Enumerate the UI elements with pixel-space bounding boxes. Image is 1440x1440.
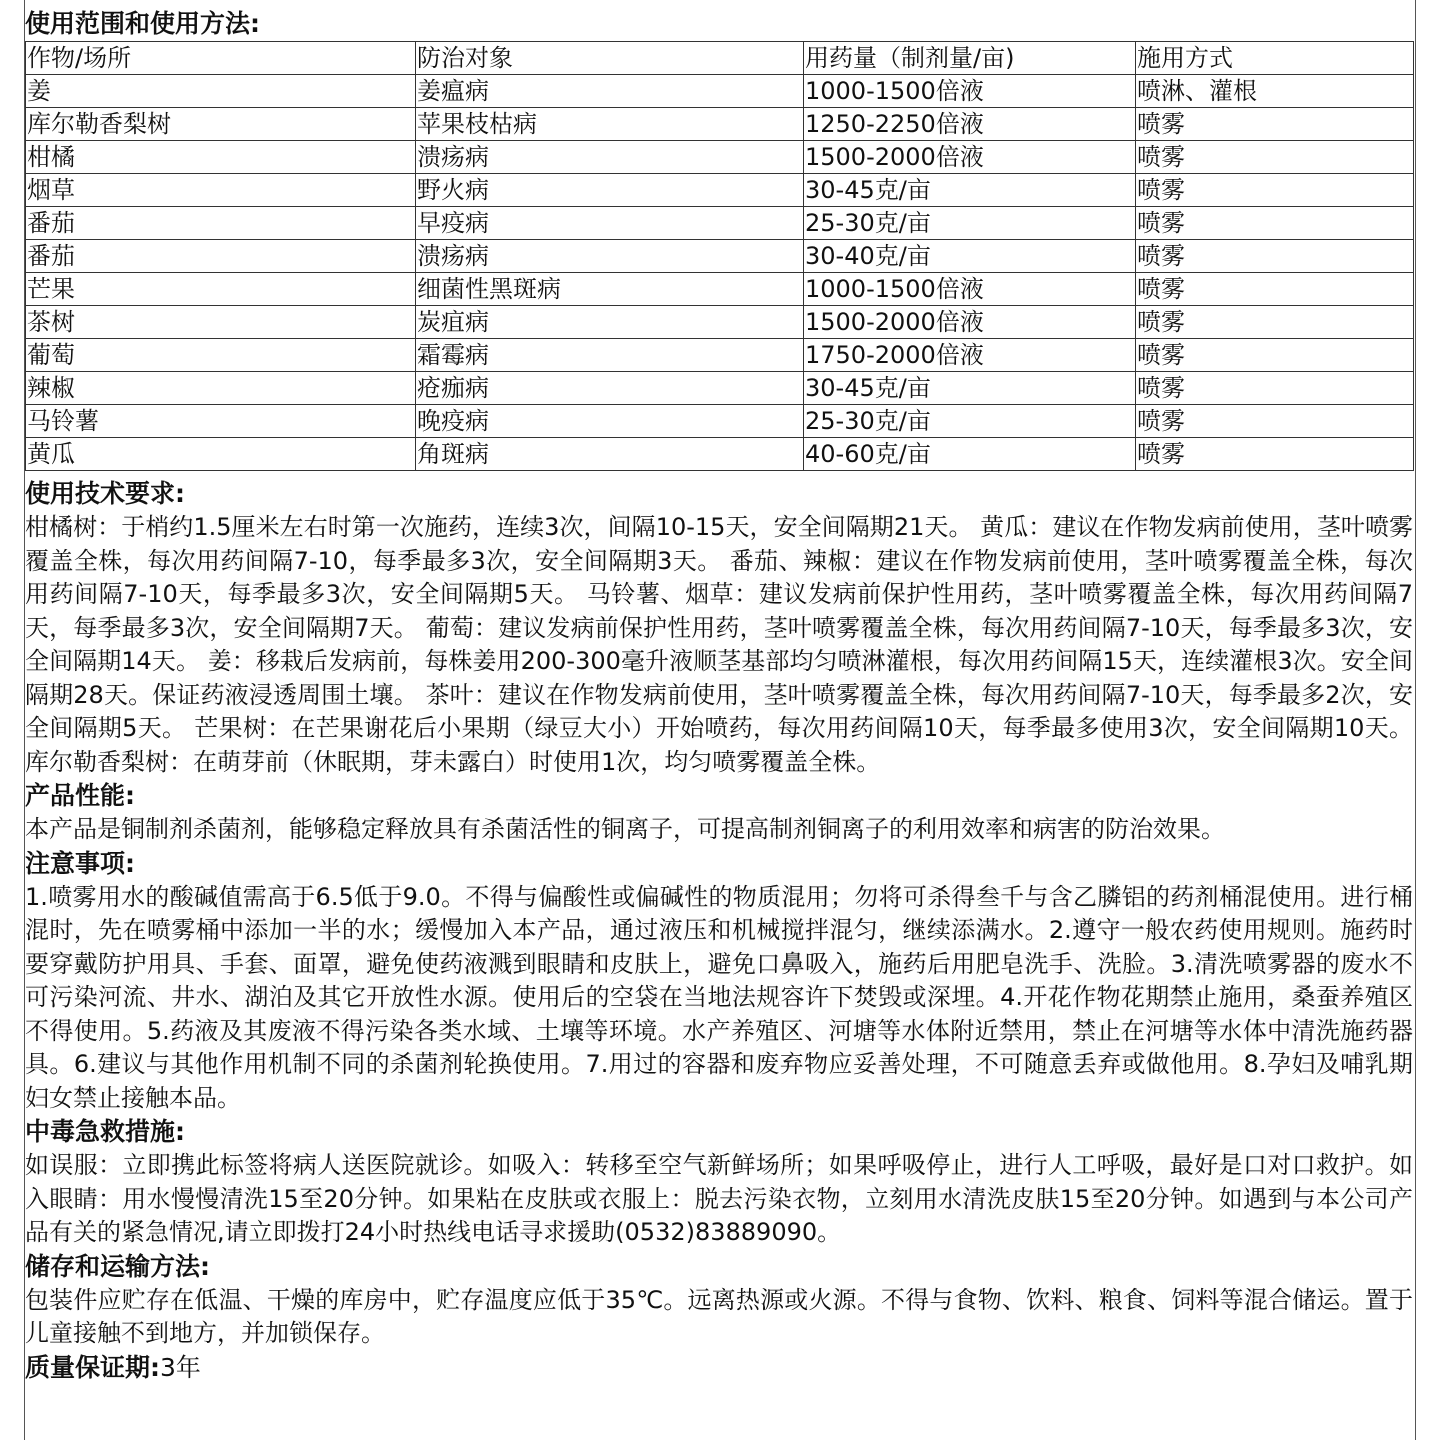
dosage-cell: 1000-1500倍液 (804, 75, 1136, 108)
method-cell: 喷雾 (1136, 174, 1414, 207)
header-dosage: 用药量（制剂量/亩) (804, 42, 1136, 75)
table-row (26, 372, 1414, 405)
method-cell: 喷雾 (1136, 273, 1414, 306)
tech-paragraph: 柑橘树：于梢约1.5厘米左右时第一次施药，连续3次，间隔10-15天，安全间隔期21天。 黄瓜：建议在作物发病前使用，茎叶喷雾覆盖全株，每次用药间隔7-10，每季最多3次，安全间隔期3天。 番茄、辣椒：建议在作物发病前使用，茎叶喷雾覆盖全株，每次用药间隔7-10天，每季最多3次，安全间隔期5天。 马铃薯、烟草：建议发病前保护性用药，茎叶喷雾覆盖全株，每次用药间隔7天，每季最多3次，安全间隔期7天。 葡萄：建议发病前保护性用药，茎叶喷雾覆盖全株，每次用药间隔7-10天，每季最多3次，安全间隔期14天。 姜：移栽后发病前，每株姜用200-300毫升液顺茎基部均匀喷淋灌根，每次用药间隔15天，连续灌根3次。安全间隔期28天。保证药液浸透周围土壤。 茶叶：建议在作物发病前使用，茎叶喷雾覆盖全株，每次用药间隔7-10天，每季最多2次，安全间隔期5天。 芒果树：在芒果谢花后小果期（绿豆大小）开始喷药，每次用药间隔10天，每季最多使用3次，安全间隔期10天。 库尔勒香梨树：在萌芽前（休眠期，芽未露白）时使用1次，均匀喷雾覆盖全株。 (25, 513, 1413, 776)
notes-section-title: 注意事项: (25, 848, 135, 878)
dosage-cell: 1250-2250倍液 (804, 108, 1136, 141)
crop-cell: 姜 (26, 75, 416, 108)
target-cell: 晚疫病 (416, 405, 804, 438)
table-row (26, 108, 1414, 141)
crop-cell: 葡萄 (26, 339, 416, 372)
method-cell: 喷淋、灌根 (1136, 75, 1414, 108)
method-cell: 喷雾 (1136, 339, 1414, 372)
dosage-cell: 1750-2000倍液 (804, 339, 1136, 372)
firstaid-paragraph: 如误服：立即携此标签将病人送医院就诊。如吸入：转移至空气新鲜场所；如果呼吸停止，进行人工呼吸，最好是口对口救护。如入眼睛：用水慢慢清洗15至20分钟。如果粘在皮肤或衣服上：脱去污染衣物，立刻用水清洗皮肤15至20分钟。如遇到与本公司产品有关的紧急情况,请立即拨打24小时热线电话寻求援助(0532)83889090。 (25, 1151, 1413, 1246)
header-target: 防治对象 (416, 42, 804, 75)
header-method: 施用方式 (1136, 42, 1414, 75)
table-row (26, 273, 1414, 306)
dosage-cell: 25-30克/亩 (804, 207, 1136, 240)
warranty-label: 质量保证期: (25, 1352, 160, 1382)
crop-cell: 烟草 (26, 174, 416, 207)
header-crop: 作物/场所 (26, 42, 416, 75)
target-cell: 霜霉病 (416, 339, 804, 372)
crop-cell: 芒果 (26, 273, 416, 306)
dosage-cell: 25-30克/亩 (804, 405, 1136, 438)
warranty-value: 3年 (160, 1352, 201, 1382)
table-row (26, 339, 1414, 372)
table-row (26, 438, 1414, 471)
target-cell: 苹果枝枯病 (416, 108, 804, 141)
target-cell: 角斑病 (416, 438, 804, 471)
crop-cell: 黄瓜 (26, 438, 416, 471)
table-header-row (26, 42, 1414, 75)
table-row (26, 306, 1414, 339)
target-cell: 细菌性黑斑病 (416, 273, 804, 306)
crop-cell: 番茄 (26, 207, 416, 240)
crop-cell: 茶树 (26, 306, 416, 339)
table-row (26, 240, 1414, 273)
table-row (26, 174, 1414, 207)
dosage-cell: 1500-2000倍液 (804, 141, 1136, 174)
target-cell: 野火病 (416, 174, 804, 207)
crop-cell: 辣椒 (26, 372, 416, 405)
method-cell: 喷雾 (1136, 306, 1414, 339)
tech-section-title: 使用技术要求: (25, 479, 185, 508)
usage-table (25, 41, 1414, 471)
notes-paragraph: 1.喷雾用水的酸碱值需高于6.5低于9.0。不得与偏酸性或偏碱性的物质混用；勿将可杀得叁千与含乙膦铝的药剂桶混使用。进行桶混时，先在喷雾桶中添加一半的水；缓慢加入本产品，通过液压和机械搅拌混匀，继续添满水。2.遵守一般农药使用规则。施药时要穿戴防护用具、手套、面罩，避免使药液溅到眼睛和皮肤上，避免口鼻吸入，施药后用肥皂洗手、洗脸。3.清洗喷雾器的废水不可污染河流、井水、湖泊及其它开放性水源。使用后的空袋在当地法规容许下焚毁或深埋。4.开花作物花期禁止施用，桑蚕养殖区不得使用。5.药液及其废液不得污染各类水域、土壤等环境。水产养殖区、河塘等水体附近禁用，禁止在河塘等水体中清洗施药器具。6.建议与其他作用机制不同的杀菌剂轮换使用。7.用过的容器和废弃物应妥善处理，不可随意丢弃或做他用。8.孕妇及哺乳期妇女禁止接触本品。 (25, 882, 1413, 1112)
dosage-cell: 40-60克/亩 (804, 438, 1136, 471)
method-cell: 喷雾 (1136, 372, 1414, 405)
table-row (26, 141, 1414, 174)
method-cell: 喷雾 (1136, 405, 1414, 438)
dosage-cell: 1000-1500倍液 (804, 273, 1136, 306)
target-cell: 炭疽病 (416, 306, 804, 339)
target-cell: 溃疡病 (416, 141, 804, 174)
storage-paragraph: 包装件应贮存在低温、干燥的库房中，贮存温度应低于35℃。远离热源或火源。不得与食物、饮料、粮食、饲料等混合储运。置于儿童接触不到地方，并加锁保存。 (25, 1285, 1413, 1347)
performance-section-title: 产品性能: (25, 781, 135, 810)
method-cell: 喷雾 (1136, 141, 1414, 174)
table-row (26, 405, 1414, 438)
target-cell: 溃疡病 (416, 240, 804, 273)
dosage-cell: 30-45克/亩 (804, 174, 1136, 207)
method-cell: 喷雾 (1136, 240, 1414, 273)
usage-section-title: 使用范围和使用方法: (25, 9, 260, 38)
crop-cell: 柑橘 (26, 141, 416, 174)
target-cell: 早疫病 (416, 207, 804, 240)
target-cell: 疮痂病 (416, 372, 804, 405)
crop-cell: 马铃薯 (26, 405, 416, 438)
dosage-cell: 30-45克/亩 (804, 372, 1136, 405)
warranty-line (25, 1351, 1415, 1385)
storage-section-title: 储存和运输方法: (25, 1251, 210, 1281)
performance-paragraph: 本产品是铜制剂杀菌剂，能够稳定释放具有杀菌活性的铜离子，可提高制剂铜离子的利用效率和病害的防治效果。 (25, 815, 1225, 843)
dosage-cell: 30-40克/亩 (804, 240, 1136, 273)
target-cell: 姜瘟病 (416, 75, 804, 108)
firstaid-section-title: 中毒急救措施: (25, 1117, 185, 1146)
label-document (24, 0, 1416, 1440)
method-cell: 喷雾 (1136, 438, 1414, 471)
dosage-cell: 1500-2000倍液 (804, 306, 1136, 339)
table-row (26, 75, 1414, 108)
method-cell: 喷雾 (1136, 108, 1414, 141)
method-cell: 喷雾 (1136, 207, 1414, 240)
crop-cell: 库尔勒香梨树 (26, 108, 416, 141)
crop-cell: 番茄 (26, 240, 416, 273)
table-row (26, 207, 1414, 240)
